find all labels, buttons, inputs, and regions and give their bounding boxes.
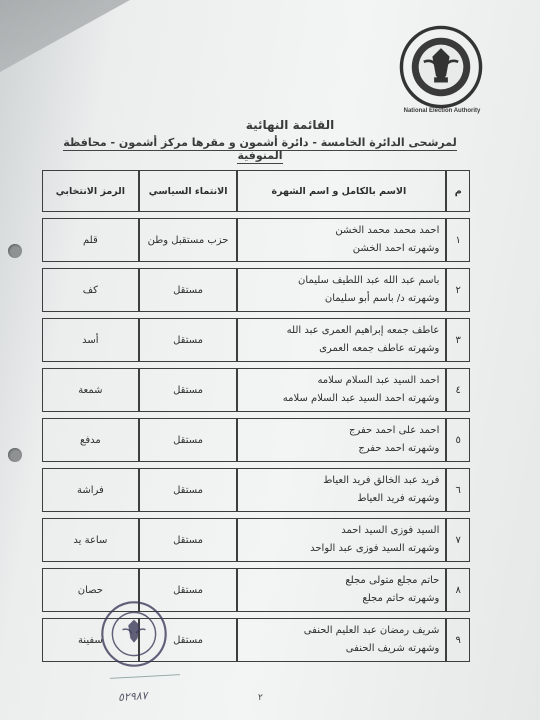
page-title: القائمة النهائية bbox=[245, 118, 335, 132]
cell-party: مستقل bbox=[139, 618, 238, 662]
table-row bbox=[42, 518, 470, 562]
full-name: عاطف جمعه إبراهيم العمرى عبد الله bbox=[286, 325, 440, 336]
table-row bbox=[42, 318, 470, 362]
table-row bbox=[42, 268, 470, 312]
cell-num: ٦ bbox=[446, 468, 470, 512]
cell-party: مستقل bbox=[139, 568, 238, 612]
cell-num: ٣ bbox=[446, 318, 470, 362]
cell-symbol: سفينة bbox=[42, 618, 139, 662]
cell-name bbox=[237, 618, 446, 662]
table-row bbox=[42, 468, 470, 512]
cell-symbol: كف bbox=[42, 268, 139, 312]
full-name: احمد محمد محمد الخشن bbox=[335, 225, 440, 236]
known-as-name: وشهرته فريد العياط bbox=[357, 493, 440, 504]
cell-symbol: شمعة bbox=[42, 368, 139, 412]
cell-party: مستقل bbox=[139, 318, 238, 362]
known-as-name: وشهرته السيد فوزى عبد الواحد bbox=[310, 543, 440, 554]
candidates-table bbox=[42, 164, 470, 668]
known-as-name: وشهرته عاطف جمعه العمرى bbox=[319, 343, 440, 354]
full-name: احمد السيد عبد السلام سلامه bbox=[317, 375, 440, 386]
cell-symbol: حصان bbox=[42, 568, 139, 612]
cell-symbol: مدفع bbox=[42, 418, 139, 462]
known-as-name: وشهرته شريف الحنفى bbox=[345, 643, 440, 654]
official-stamp-icon bbox=[98, 598, 170, 670]
logo-caption: National Election Authority bbox=[403, 108, 481, 114]
cell-num: ١ bbox=[446, 218, 470, 262]
header-party: الانتماء السياسي bbox=[139, 170, 238, 212]
cell-name bbox=[237, 268, 446, 312]
cell-party: مستقل bbox=[139, 268, 238, 312]
known-as-name: وشهرته احمد السيد عبد السلام سلامه bbox=[282, 393, 440, 404]
handwritten-number: ٥٢٩٨٧ bbox=[117, 688, 148, 705]
full-name: حاتم مجلع متولى مجلع bbox=[345, 575, 440, 586]
cell-num: ٢ bbox=[446, 268, 470, 312]
page-subtitle: لمرشحى الدائرة الخامسة - دائرة أشمون و مقرها مركز أشمون - محافظة المنوفية bbox=[63, 136, 457, 162]
cell-name bbox=[237, 218, 446, 262]
cell-symbol: أسد bbox=[42, 318, 139, 362]
cell-symbol: قلم bbox=[42, 218, 139, 262]
cell-num: ٨ bbox=[446, 568, 470, 612]
cell-name bbox=[237, 418, 446, 462]
cell-party: حزب مستقبل وطن bbox=[139, 218, 238, 262]
cell-name bbox=[237, 568, 446, 612]
cell-name bbox=[237, 518, 446, 562]
known-as-name: وشهرته حاتم مجلع bbox=[362, 593, 440, 604]
known-as-name: وشهرته احمد حفرج bbox=[358, 443, 440, 454]
cell-num: ٩ bbox=[446, 618, 470, 662]
cell-num: ٥ bbox=[446, 418, 470, 462]
header-symbol: الرمز الانتخابي bbox=[42, 170, 139, 212]
cell-party: مستقل bbox=[139, 518, 238, 562]
table-row bbox=[42, 418, 470, 462]
election-authority-logo-icon bbox=[398, 24, 484, 110]
cell-symbol: ساعة يد bbox=[42, 518, 139, 562]
header-num: م bbox=[446, 170, 470, 212]
cell-party: مستقل bbox=[139, 468, 238, 512]
cell-num: ٧ bbox=[446, 518, 470, 562]
page-number: ٢ bbox=[258, 693, 263, 703]
cell-num: ٤ bbox=[446, 368, 470, 412]
table-header-row bbox=[42, 170, 470, 212]
cell-name bbox=[237, 368, 446, 412]
full-name: السيد فوزى السيد احمد bbox=[341, 525, 440, 536]
cell-name bbox=[237, 468, 446, 512]
table-row bbox=[42, 218, 470, 262]
known-as-name: وشهرته د/ باسم أبو سليمان bbox=[324, 293, 440, 304]
known-as-name: وشهرته احمد الخشن bbox=[352, 243, 440, 254]
punch-hole bbox=[8, 244, 22, 258]
full-name: فريد عبد الخالق فريد العياط bbox=[323, 475, 440, 486]
full-name: شريف رمضان عبد العليم الحنفى bbox=[303, 625, 440, 636]
cell-party: مستقل bbox=[139, 418, 238, 462]
cell-symbol: فراشة bbox=[42, 468, 139, 512]
cell-party: مستقل bbox=[139, 368, 238, 412]
header-name: الاسم بالكامل و اسم الشهرة bbox=[237, 170, 446, 212]
cell-name bbox=[237, 318, 446, 362]
full-name: احمد على احمد حفرج bbox=[349, 425, 440, 436]
full-name: باسم عبد الله عبد اللطيف سليمان bbox=[298, 275, 440, 286]
table-row bbox=[42, 368, 470, 412]
punch-hole bbox=[8, 448, 22, 462]
